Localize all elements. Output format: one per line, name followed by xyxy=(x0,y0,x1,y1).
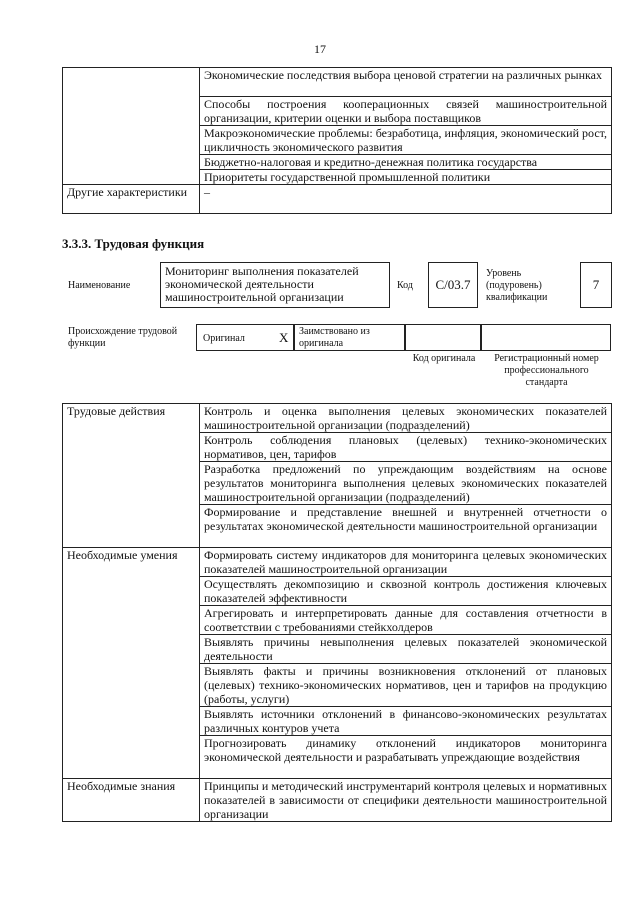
other-characteristics-value: – xyxy=(200,185,612,214)
table-row xyxy=(63,548,612,577)
group-label: Трудовые действия xyxy=(63,404,200,548)
original-code-cell xyxy=(405,324,481,351)
origin-label: Происхождение трудовой функции xyxy=(68,326,178,349)
function-name-box xyxy=(160,262,390,308)
knowledge-item: Приоритеты государственной промышленной политики xyxy=(200,170,612,185)
list-item: Выявлять факты и причины возникновения отклонений от плановых (целевых) технико-экономических нормативов, цен и тарифов на продукцию (работы, услуги) xyxy=(200,664,612,707)
reg-number-caption: Регистрационный номер профессионального стандарта xyxy=(494,353,599,388)
table-row xyxy=(63,68,612,97)
group-label: Необходимые умения xyxy=(63,548,200,779)
borrowed-cell xyxy=(294,324,405,351)
level-box xyxy=(580,262,612,308)
list-item: Агрегировать и интерпретировать данные для составления отчетности в соответствии с требованиями стейкхолдеров xyxy=(200,606,612,635)
list-item: Осуществлять декомпозицию и сквозной контроль достижения ключевых показателей эффективности xyxy=(200,577,612,606)
labor-function-table xyxy=(62,403,612,822)
list-item: Выявлять причины невыполнения целевых показателей экономической деятельности xyxy=(200,635,612,664)
function-code-box xyxy=(428,262,478,308)
list-item: Принципы и методический инструментарий контроля целевых и нормативных показателей в зависимости от специфики деятельности машиностроительной организации xyxy=(200,779,612,822)
code-original-caption: Код оригинала xyxy=(412,353,476,364)
page-number: 17 xyxy=(314,42,326,56)
knowledge-item: Макроэкономические проблемы: безработица, инфляция, экономический рост, цикличность экономического развития xyxy=(200,126,612,155)
function-name: Мониторинг выполнения показателей экономической деятельности машиностроительной организации xyxy=(165,264,359,304)
list-item: Контроль соблюдения плановых (целевых) технико-экономических нормативов, цен, тарифов xyxy=(200,433,612,462)
knowledge-item: Способы построения кооперационных связей машиностроительной организации, критерии оценки и выбора поставщиков xyxy=(200,97,612,126)
group-label: Необходимые знания xyxy=(63,779,200,822)
table-row xyxy=(63,404,612,433)
list-item: Формирование и представление внешней и внутренней отчетности о результатах экономической деятельности машиностроительной организации xyxy=(200,505,612,548)
list-item: Прогнозировать динамику отклонений индикаторов мониторинга экономической деятельности и разрабатывать упреждающие воздействия xyxy=(200,736,612,779)
level-value: 7 xyxy=(592,277,600,292)
empty-label-cell xyxy=(63,68,200,185)
level-label: Уровень (подуровень) квалификации xyxy=(486,268,548,303)
section-heading: 3.3.3. Трудовая функция xyxy=(62,236,205,251)
function-code: C/03.7 xyxy=(435,277,471,292)
table-row xyxy=(63,779,612,822)
reg-number-cell xyxy=(481,324,611,351)
original-mark: X xyxy=(279,330,289,345)
knowledge-item: Бюджетно-налоговая и кредитно-денежная политика государства xyxy=(200,155,612,170)
top-knowledge-table xyxy=(62,67,612,214)
borrowed-label: Заимствовано из оригинала xyxy=(299,326,370,349)
list-item: Выявлять источники отклонений в финансово-экономических результатах различных контуров учета xyxy=(200,707,612,736)
table-row xyxy=(63,185,612,214)
original-label: Оригинал xyxy=(203,333,245,344)
code-label: Код xyxy=(397,280,413,291)
list-item: Формировать систему индикаторов для мониторинга целевых экономических показателей машиностроительной организации xyxy=(200,548,612,577)
other-characteristics-label: Другие характеристики xyxy=(63,185,200,214)
knowledge-item: Экономические последствия выбора ценовой стратегии на различных рынках xyxy=(200,68,612,97)
list-item: Контроль и оценка выполнения целевых экономических показателей машиностроительной организации (подразделений) xyxy=(200,404,612,433)
name-label: Наименование xyxy=(68,280,131,291)
list-item: Разработка предложений по упреждающим воздействиям на основе результатов мониторинга выполнения целевых экономических показателей машиностроительной организации (подразделений) xyxy=(200,462,612,505)
original-cell xyxy=(196,324,294,351)
